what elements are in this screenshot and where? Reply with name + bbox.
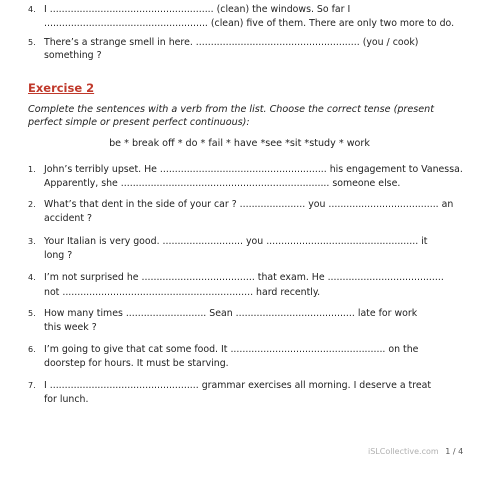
item-number: 1. bbox=[28, 165, 36, 174]
exercise-title: Exercise 2 bbox=[28, 81, 95, 95]
item-line: I ....................................................... (clean) the windows. So far I bbox=[44, 4, 351, 15]
item-number: 6. bbox=[28, 345, 36, 354]
item-line: I .................................................. grammar exercises all morning. I deserve a treat bbox=[44, 380, 432, 391]
page-footer bbox=[368, 447, 463, 456]
item-line: Your Italian is very good. ........................... you ................................................... it bbox=[44, 236, 428, 247]
item-line: this week ? bbox=[44, 322, 97, 333]
item-line: for lunch. bbox=[44, 394, 89, 405]
item-line: I’m going to give that cat some food. It .................................................... on the bbox=[44, 344, 419, 355]
item-line: something ? bbox=[44, 50, 102, 61]
item-line: Apparently, she ...................................................................... someone else. bbox=[44, 178, 401, 189]
watermark: iSLCollective.com bbox=[368, 447, 439, 456]
item-line: ....................................................... (clean) five of them. There are only two more to do. bbox=[44, 18, 455, 29]
item-number: 7. bbox=[28, 381, 36, 390]
item-line: How many times ........................... Sean ........................................ late for work bbox=[44, 308, 418, 319]
item-number: 2. bbox=[28, 200, 36, 209]
item-line: not ................................................................ hard recently. bbox=[44, 287, 321, 298]
item-line: There’s a strange smell in here. ....................................................... (you / cook) bbox=[44, 37, 419, 48]
item-number: 4. bbox=[28, 5, 36, 14]
verb-list: be * break off * do * fail * have *see *sit *study * work bbox=[109, 138, 370, 149]
item-line: What’s that dent in the side of your car ? ...................... you ..................................... an bbox=[44, 199, 454, 210]
item-number: 5. bbox=[28, 38, 36, 47]
item-line: I’m not surprised he ...................................... that exam. He ....................................... bbox=[44, 272, 444, 283]
exercise-instructions: Complete the sentences with a verb from the list. Choose the correct tense (present perfect simple or present perfect continuous): bbox=[28, 104, 434, 128]
item-number: 3. bbox=[28, 237, 36, 246]
item-line: doorstep for hours. It must be starving. bbox=[44, 358, 229, 369]
item-line: accident ? bbox=[44, 213, 92, 224]
item-line: John’s terribly upset. He ........................................................ his engagement to Vanessa. bbox=[44, 164, 463, 175]
item-line: long ? bbox=[44, 250, 73, 261]
page-number: 1 / 4 bbox=[445, 447, 464, 456]
item-number: 5. bbox=[28, 309, 36, 318]
item-number: 4. bbox=[28, 273, 36, 282]
